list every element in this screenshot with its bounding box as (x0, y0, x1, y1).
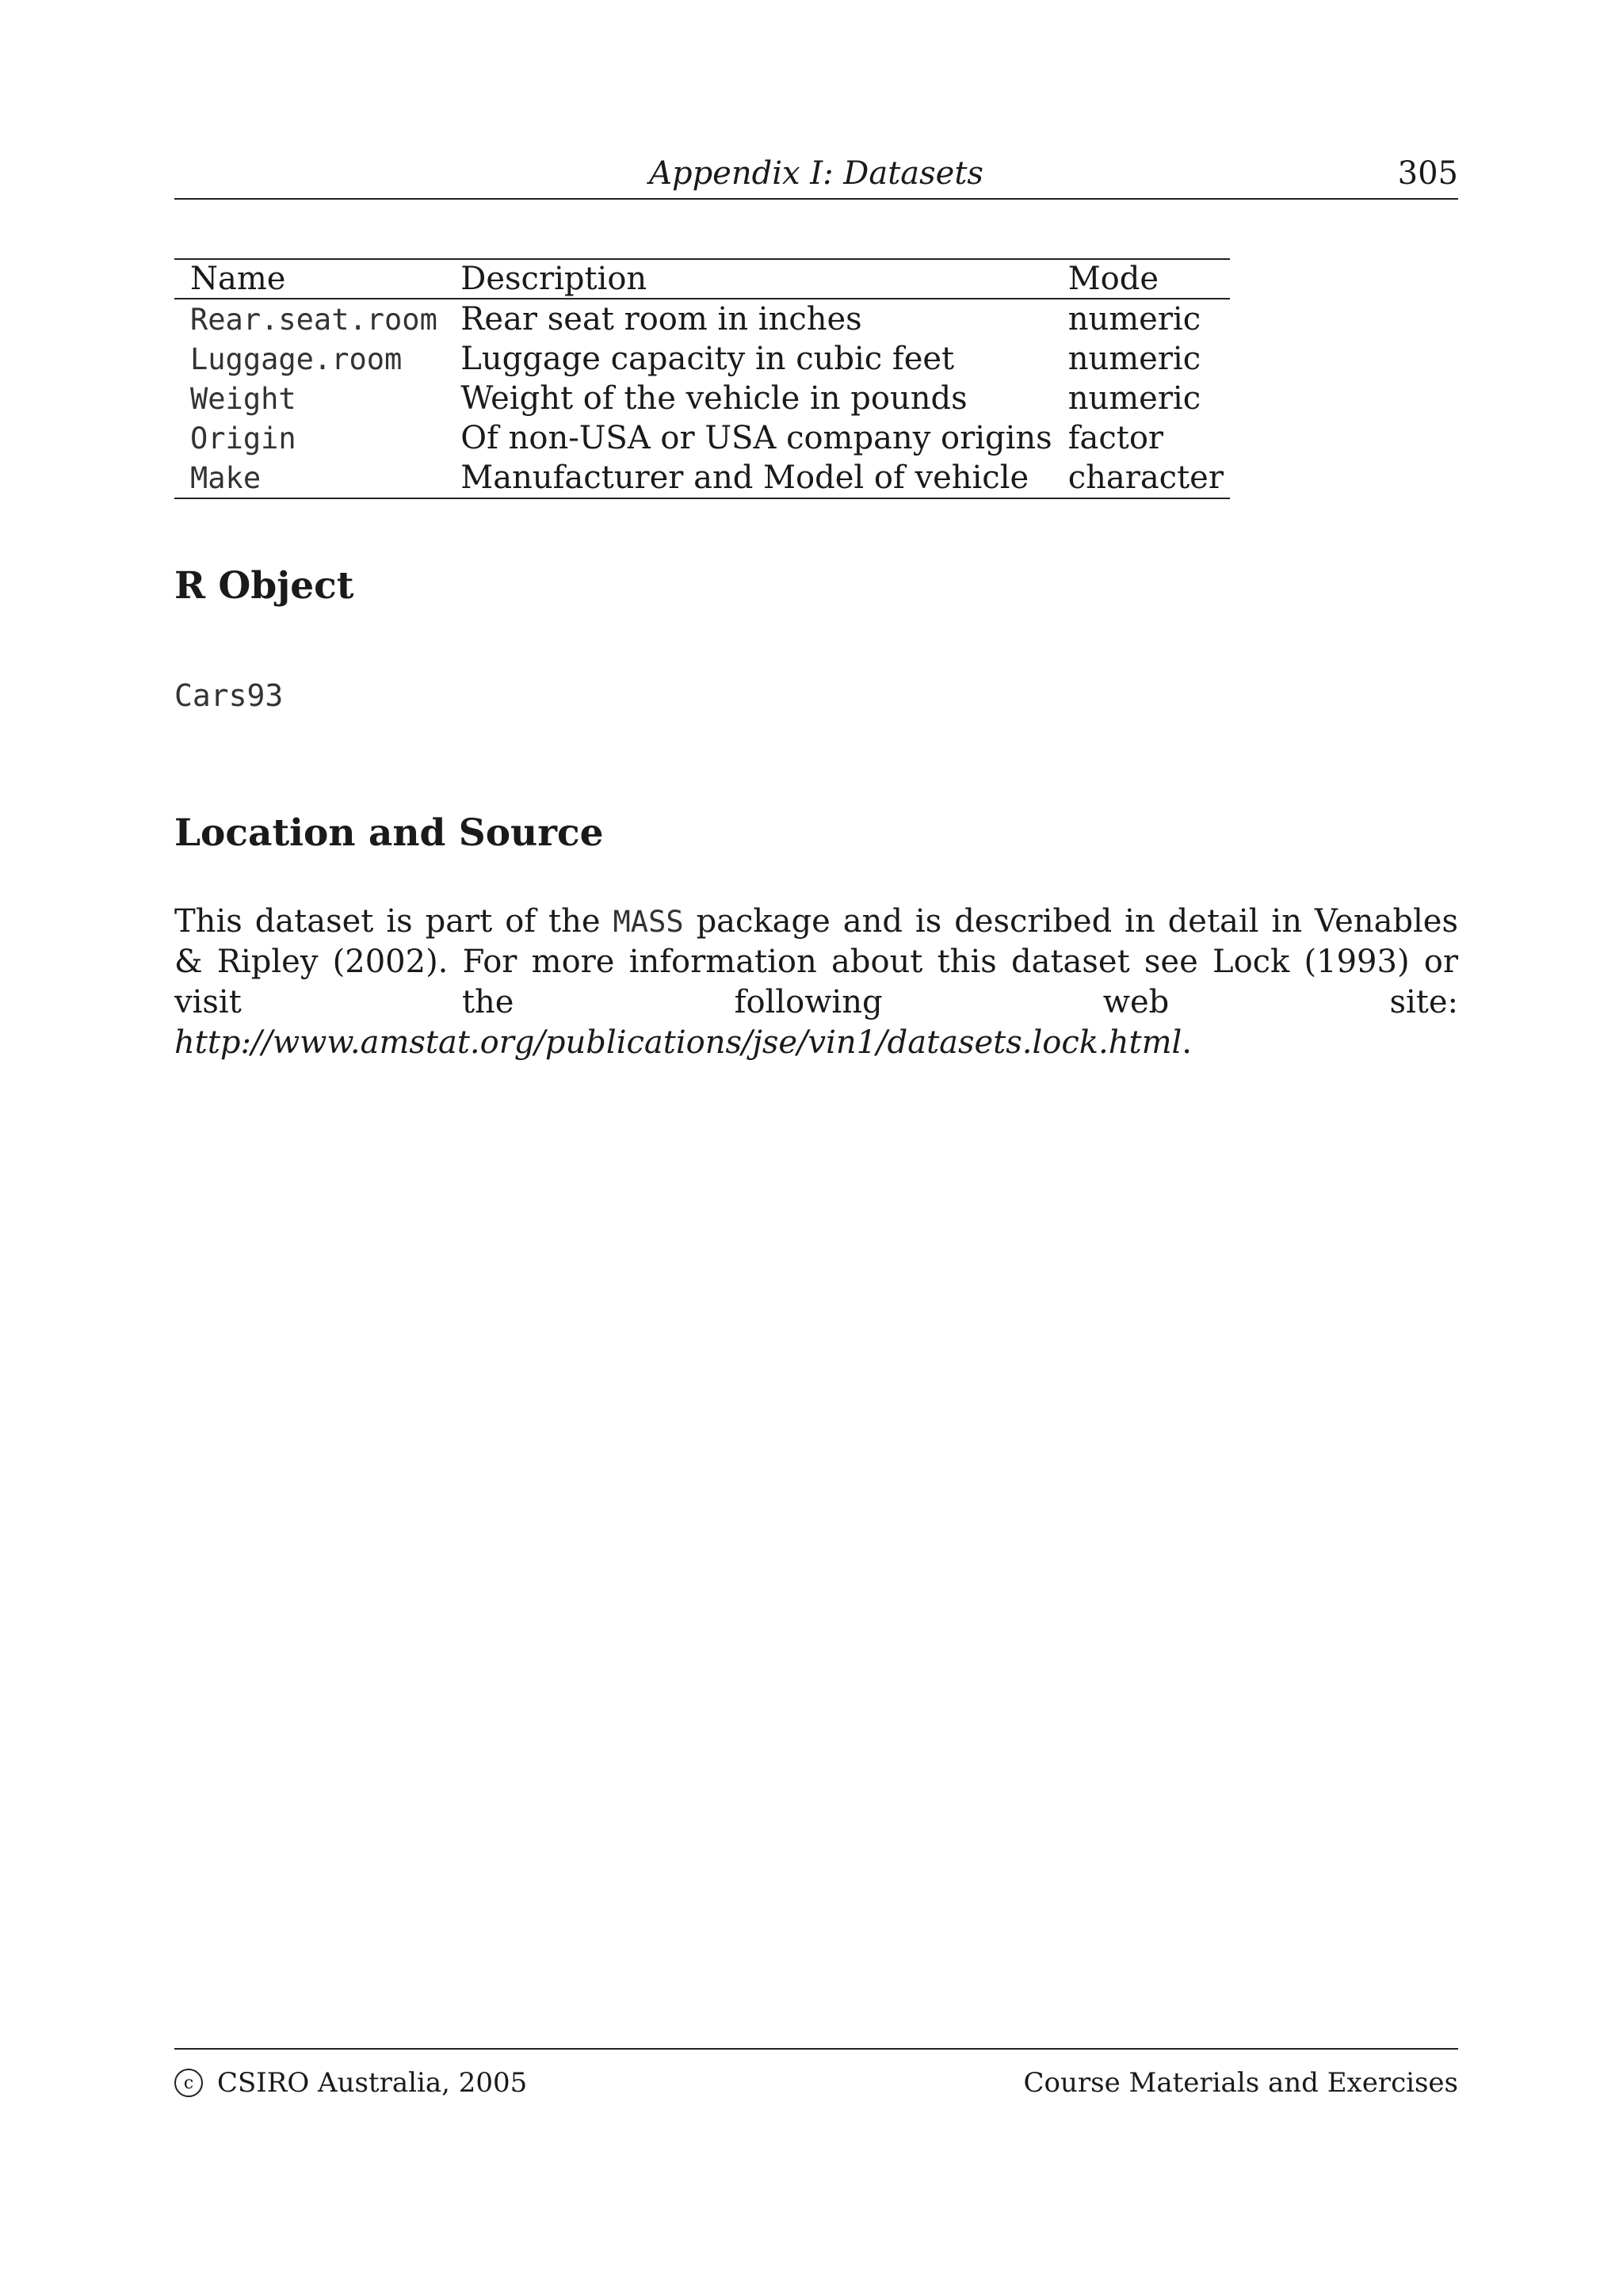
course-title: Course Materials and Exercises (1023, 2067, 1458, 2099)
copyright-icon: c (174, 2069, 203, 2097)
row-description: Rear seat room in inches (460, 301, 862, 338)
column-header-description: Description (445, 259, 1052, 299)
table-row (174, 418, 1230, 458)
table-row (174, 299, 1230, 339)
row-description: Manufacturer and Model of vehicle (445, 458, 1052, 498)
package-name: MASS (613, 905, 684, 939)
copyright-text: CSIRO Australia, 2005 (217, 2067, 528, 2099)
location-text-part: This dataset is part of the (174, 903, 613, 940)
location-heading: Location and Source (174, 811, 604, 855)
row-description: Luggage capacity in cubic feet (460, 341, 955, 377)
row-mode: factor (1067, 420, 1164, 456)
row-description: Weight of the vehicle in pounds (460, 380, 968, 417)
variables-table (174, 258, 1230, 499)
row-mode: numeric (1067, 301, 1201, 338)
page-number: 305 (1397, 155, 1458, 192)
location-text-part: . (1182, 1024, 1193, 1061)
row-name: Luggage.room (190, 341, 403, 376)
row-mode: numeric (1067, 380, 1201, 417)
column-header-mode: Mode (1052, 259, 1230, 299)
row-description: Of non-USA or USA company origins (460, 420, 1052, 456)
row-name: Make (174, 458, 445, 498)
copyright-notice (174, 2067, 527, 2099)
location-text-part: package and is described in detail in Venables & Ripley (2002). For more information about this dataset see Lock (1993) or visit the following web site: (174, 903, 1459, 1020)
r-object-code: Cars93 (174, 678, 284, 713)
table-row (174, 458, 1230, 498)
source-url-link[interactable]: http://www.amstat.org/publications/jse/vin1/datasets.lock.html (174, 1024, 1182, 1061)
row-name: Origin (190, 421, 296, 456)
r-object-heading: R Object (174, 564, 354, 608)
row-mode: character (1052, 458, 1230, 498)
table-header-row (174, 259, 1230, 299)
page-footer (174, 2048, 1458, 2097)
column-header-name: Name (174, 259, 445, 299)
header-title: Appendix I: Datasets (649, 155, 983, 192)
row-name: Weight (190, 381, 296, 416)
location-paragraph (174, 902, 1458, 1063)
running-header (174, 151, 1458, 200)
table-row (174, 339, 1230, 379)
row-name: Rear.seat.room (190, 302, 437, 337)
table-row (174, 379, 1230, 418)
row-mode: numeric (1067, 341, 1201, 377)
